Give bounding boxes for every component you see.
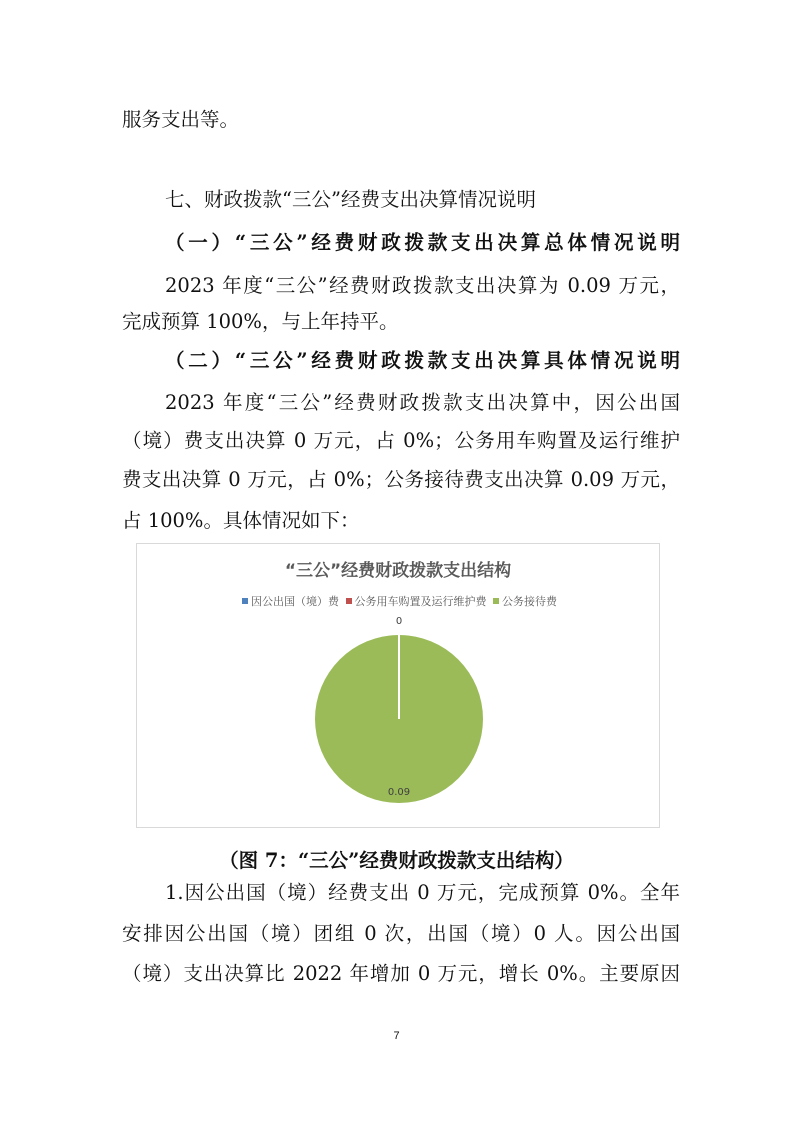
legend-label: 因公出国（境）费 (251, 595, 339, 608)
figure-caption: （图 7：“三公”经费财政拨款支出结构） (219, 849, 574, 872)
chart-title: “三公”经费财政拨款支出结构 (284, 561, 512, 581)
subsection-heading: （二）“三公”经费财政拨款支出决算具体情况说明 (165, 349, 680, 372)
legend-label: 公务接待费 (502, 595, 557, 608)
body-text: 占 100%。具体情况如下： (122, 509, 360, 532)
body-text: 1.因公出国（境）经费支出 0 万元，完成预算 0%。全年 (165, 881, 680, 904)
legend-label: 公务用车购置及运行维护费 (354, 595, 487, 608)
data-label: 0.09 (387, 787, 411, 798)
page-number: 7 (393, 1030, 400, 1042)
body-text: 2023 年度“三公”经费财政拨款支出决算中，因公出国 (165, 391, 680, 414)
subsection-heading: （一）“三公”经费财政拨款支出决算总体情况说明 (165, 231, 680, 254)
body-text: （境）费支出决算 0 万元，占 0%；公务用车购置及运行维护 (122, 429, 680, 452)
pie-chart (136, 543, 660, 828)
body-text: 2023 年度“三公”经费财政拨款支出决算为 0.09 万元， (165, 274, 680, 297)
body-text: 服务支出等。 (122, 108, 240, 131)
body-text: 完成预算 100%，与上年持平。 (122, 310, 399, 333)
body-text: 安排因公出国（境）团组 0 次，出国（境）0 人。因公出国 (122, 922, 680, 945)
section-heading: 七、财政拨款“三公”经费支出决算情况说明 (165, 188, 536, 211)
body-text: 费支出决算 0 万元，占 0%；公务接待费支出决算 0.09 万元， (122, 468, 680, 491)
data-label: 0 (395, 616, 403, 627)
body-text: （境）支出决算比 2022 年增加 0 万元，增长 0%。主要原因 (122, 962, 680, 985)
